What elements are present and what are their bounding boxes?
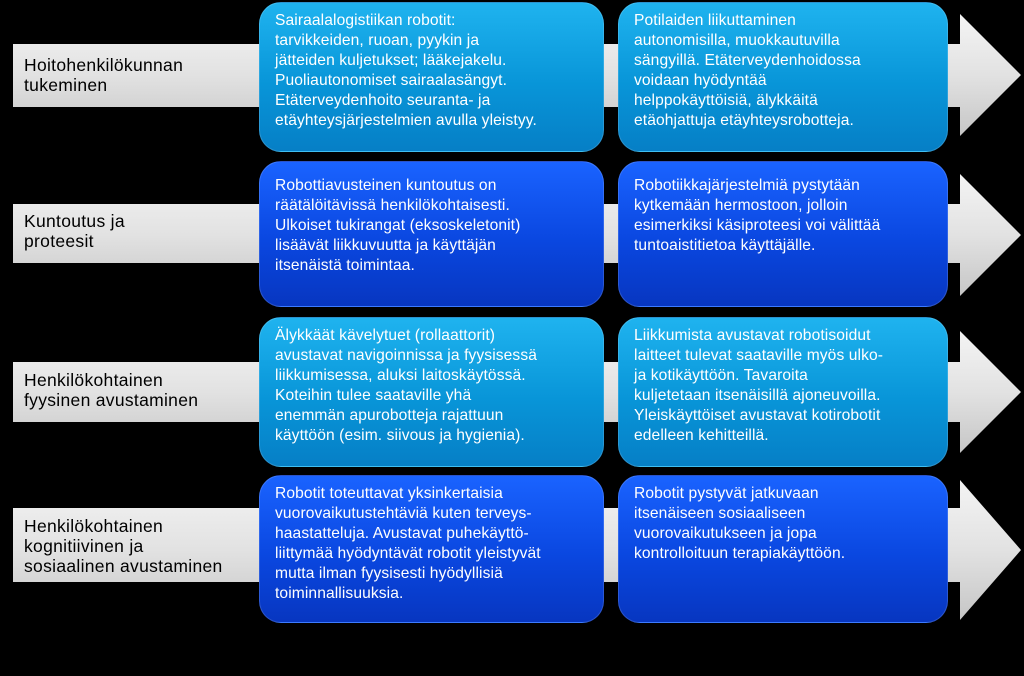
current-state-box: Älykkäät kävelytuet (rollaattorit) avustavat navigoinnissa ja fyysisessä liikkumisessa, aluksi laitoskäytössä. Koteihin tulee saataville yhä enemmän apurobotteja rajattuun käyttöön (esim. siivous ja hygienia). (259, 317, 604, 467)
row-kognitiivinen-avustaminen (0, 472, 1024, 676)
row-kuntoutus (0, 160, 1024, 310)
current-state-box: Robottiavusteinen kuntoutus on räätälöitävissä henkilökohtaisesti. Ulkoiset tukirangat (eksoskeletonit) lisäävät liikkuvuutta ja käyttäjän itsenäistä toimintaa. (259, 161, 604, 307)
row-label: Kuntoutus ja proteesit (24, 211, 125, 251)
row-label: Henkilökohtainen fyysinen avustaminen (24, 370, 199, 410)
future-state-box: Robotit pystyvät jatkuvaan itsenäiseen sosiaaliseen vuorovaikutukseen ja jopa kontrolloituun terapiakäyttöön. (618, 475, 948, 623)
future-state-box: Liikkumista avustavat robotisoidut laitteet tulevat saataville myös ulko- ja kotikäyttöön. Tavaroita kuljetetaan itsenäisillä ajoneuvoilla. Yleiskäyttöiset avustavat kotirobotit edelleen kehitteillä. (618, 317, 948, 467)
future-state-box: Robotiikkajärjestelmiä pystytään kytkemään hermostoon, jolloin esimerkiksi käsiproteesi voi välittää tuntoaistitietoa käyttäjälle. (618, 161, 948, 307)
row-label: Henkilökohtainen kognitiivinen ja sosiaalinen avustaminen (24, 516, 223, 576)
current-state-box: Robotit toteuttavat yksinkertaisia vuorovaikutustehtäviä kuten terveys- haastatteluja. Avustavat puhekäyttö- liittymää hyödyntävät robotit yleistyvät mutta ilman fyysisesti hyödyllisiä toiminnallisuuksia. (259, 475, 604, 623)
row-hoitohenkilokunta (0, 0, 1024, 160)
future-state-box: Potilaiden liikuttaminen autonomisilla, muokkautuvilla sängyillä. Etäterveydenhoidossa voidaan hyödyntää helppokäyttöisiä, älykkäitä etäohjattuja etäyhteysrobotteja. (618, 2, 948, 152)
row-label: Hoitohenkilökunnan tukeminen (24, 55, 184, 95)
row-fyysinen-avustaminen (0, 315, 1024, 470)
current-state-box: Sairaalalogistiikan robotit: tarvikkeiden, ruoan, pyykin ja jätteiden kuljetukset; lääkejakelu. Puoliautonomiset sairaalasängyt. Etäterveydenhoito seuranta- ja etäyhteysjärjestelmien avulla yleistyy. (259, 2, 604, 152)
